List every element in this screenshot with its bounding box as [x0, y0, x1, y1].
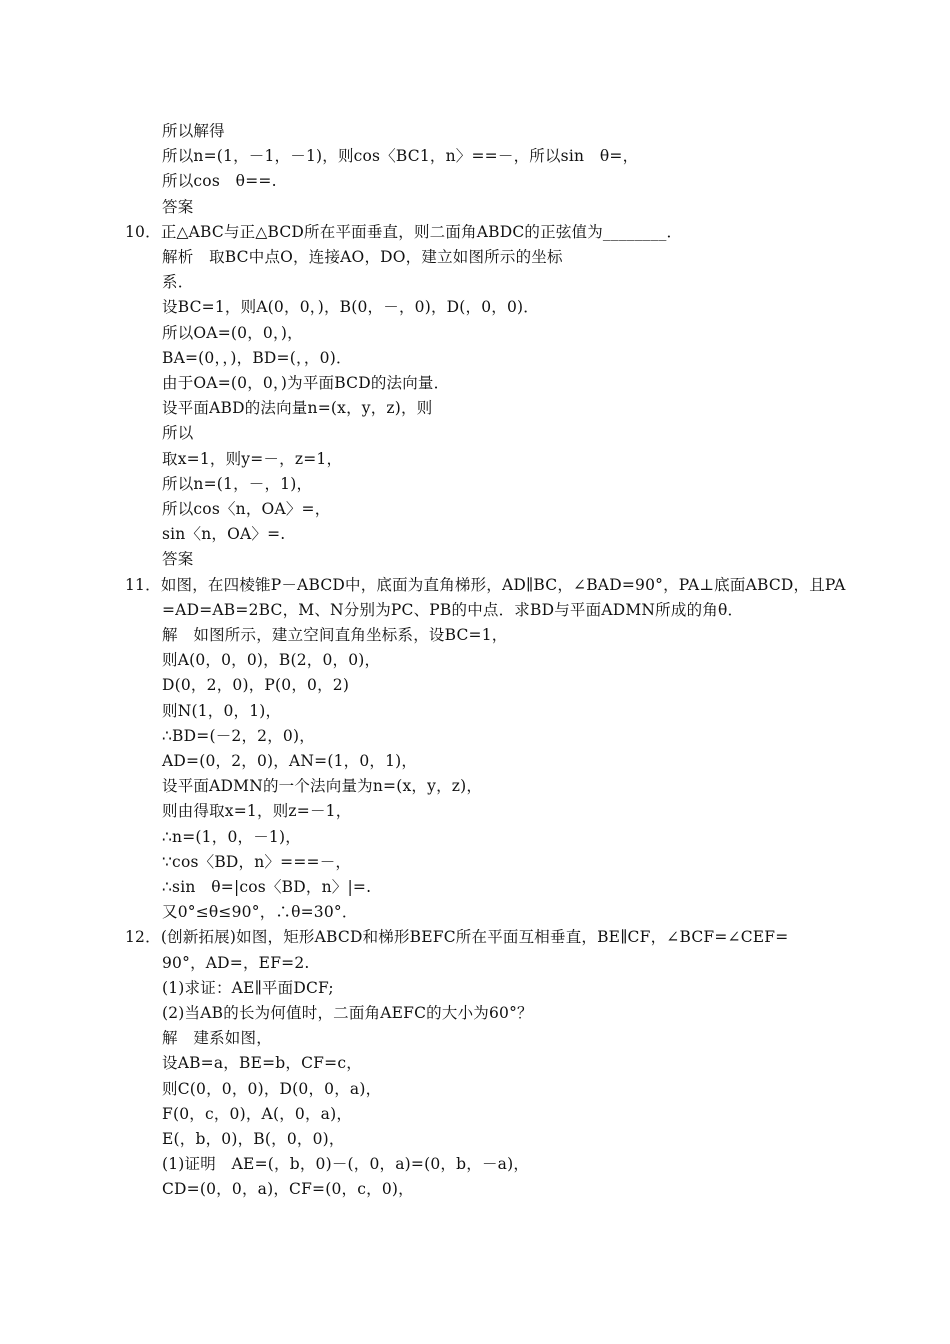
text-line: AD=(0，2，0)，AN=(1，0，1)，: [162, 752, 418, 770]
text-line: ∴n=(1，0，－1)，: [162, 827, 301, 846]
text-line: 所以cos θ==.: [162, 172, 277, 191]
text-line: 设BC=1，则A(0，0，)，B(0，－，0)，D(，0，0)．: [162, 298, 540, 317]
text-line: 由于OA=(0，0，)为平面BCD的法向量．: [162, 374, 450, 392]
text-line: 则N(1，0，1)，: [162, 701, 282, 720]
text-line: 则C(0，0，0)，D(0，0，a)，: [162, 1079, 382, 1098]
text-line: D(0，2，0)，P(0，0，2): [162, 676, 350, 695]
text-line: CD=(0，0，a)，CF=(0，c，0)，: [162, 1180, 414, 1199]
text-line: ∴BD=(－2，2，0)，: [162, 726, 315, 745]
text-line: F(0，c，0)，A(，0，a)，: [162, 1104, 353, 1123]
text-line: 90°，AD=，EF=2.: [162, 953, 310, 972]
text-line: E(，b，0)，B(，0，0)，: [162, 1130, 345, 1148]
text-line: 所以解得: [162, 122, 225, 140]
text-line: 则A(0，0，0)，B(2，0，0)，: [162, 651, 381, 670]
text-line: (1)证明 AE=(，b，0)－(，0，a)=(0，b，－a)，: [162, 1155, 530, 1174]
text-line: 解 建系如图，: [162, 1029, 272, 1048]
text-line: 所以n=(1，－，1)，: [162, 474, 313, 493]
text-line: BA=(0，，)，BD=(，，0)．: [162, 348, 352, 367]
text-line: 设平面ABD的法向量n=(x，y，z)，则: [162, 399, 433, 418]
text-line: 设AB=a，BE=b，CF=c，: [162, 1054, 362, 1073]
text-line: 所以: [162, 424, 194, 443]
text-line: (1)求证：AE∥平面DCF;: [162, 978, 334, 997]
text-line: 所以cos〈n，OA〉=，: [162, 500, 331, 518]
text-line: 所以n=(1，－1，－1)，则cos〈BC1，n〉==－，所以sin θ=，: [162, 147, 639, 166]
text-line: 设平面ADMN的一个法向量为n=(x，y，z)，: [162, 777, 483, 796]
text-line: 10．正△ABC与正△BCD所在平面垂直，则二面角ABDC的正弦值为________．: [125, 222, 683, 241]
text-line: 则由得取x=1，则z=－1，: [162, 802, 352, 821]
text-line: 取x=1，则y=－，z=1，: [162, 449, 343, 468]
text-line: 解析 取BC中点O，连接AO，DO，建立如图所示的坐标: [162, 248, 563, 266]
text-line: 答案: [162, 197, 194, 216]
text-line: 12．(创新拓展)如图，矩形ABCD和梯形BEFC所在平面互相垂直，BE∥CF，∠BCF=∠CEF=: [125, 928, 789, 947]
text-line: 所以OA=(0，0，)，: [162, 323, 303, 342]
text-line: ∴sin θ=|cos〈BD，n〉|=.: [162, 878, 372, 896]
text-line: 又0°≤θ≤90°，∴θ=30°．: [162, 903, 358, 922]
text-line: 系．: [162, 273, 194, 292]
text-line: ∵cos〈BD，n〉===－，: [162, 852, 352, 871]
text-line: sin〈n，OA〉=.: [162, 525, 286, 544]
text-line: (2)当AB的长为何值时，二面角AEFC的大小为60°？: [162, 1004, 533, 1022]
text-line: 解 如图所示，建立空间直角坐标系，设BC=1，: [162, 626, 508, 644]
text-line: 11．如图，在四棱锥P－ABCD中，底面为直角梯形，AD∥BC，∠BAD=90°，PA⊥底面ABCD，且PA: [125, 575, 846, 594]
text-line: 答案: [162, 550, 194, 569]
text-line: =AD=AB=2BC，M、N分别为PC、PB的中点．求BD与平面ADMN所成的角θ．: [162, 600, 744, 619]
